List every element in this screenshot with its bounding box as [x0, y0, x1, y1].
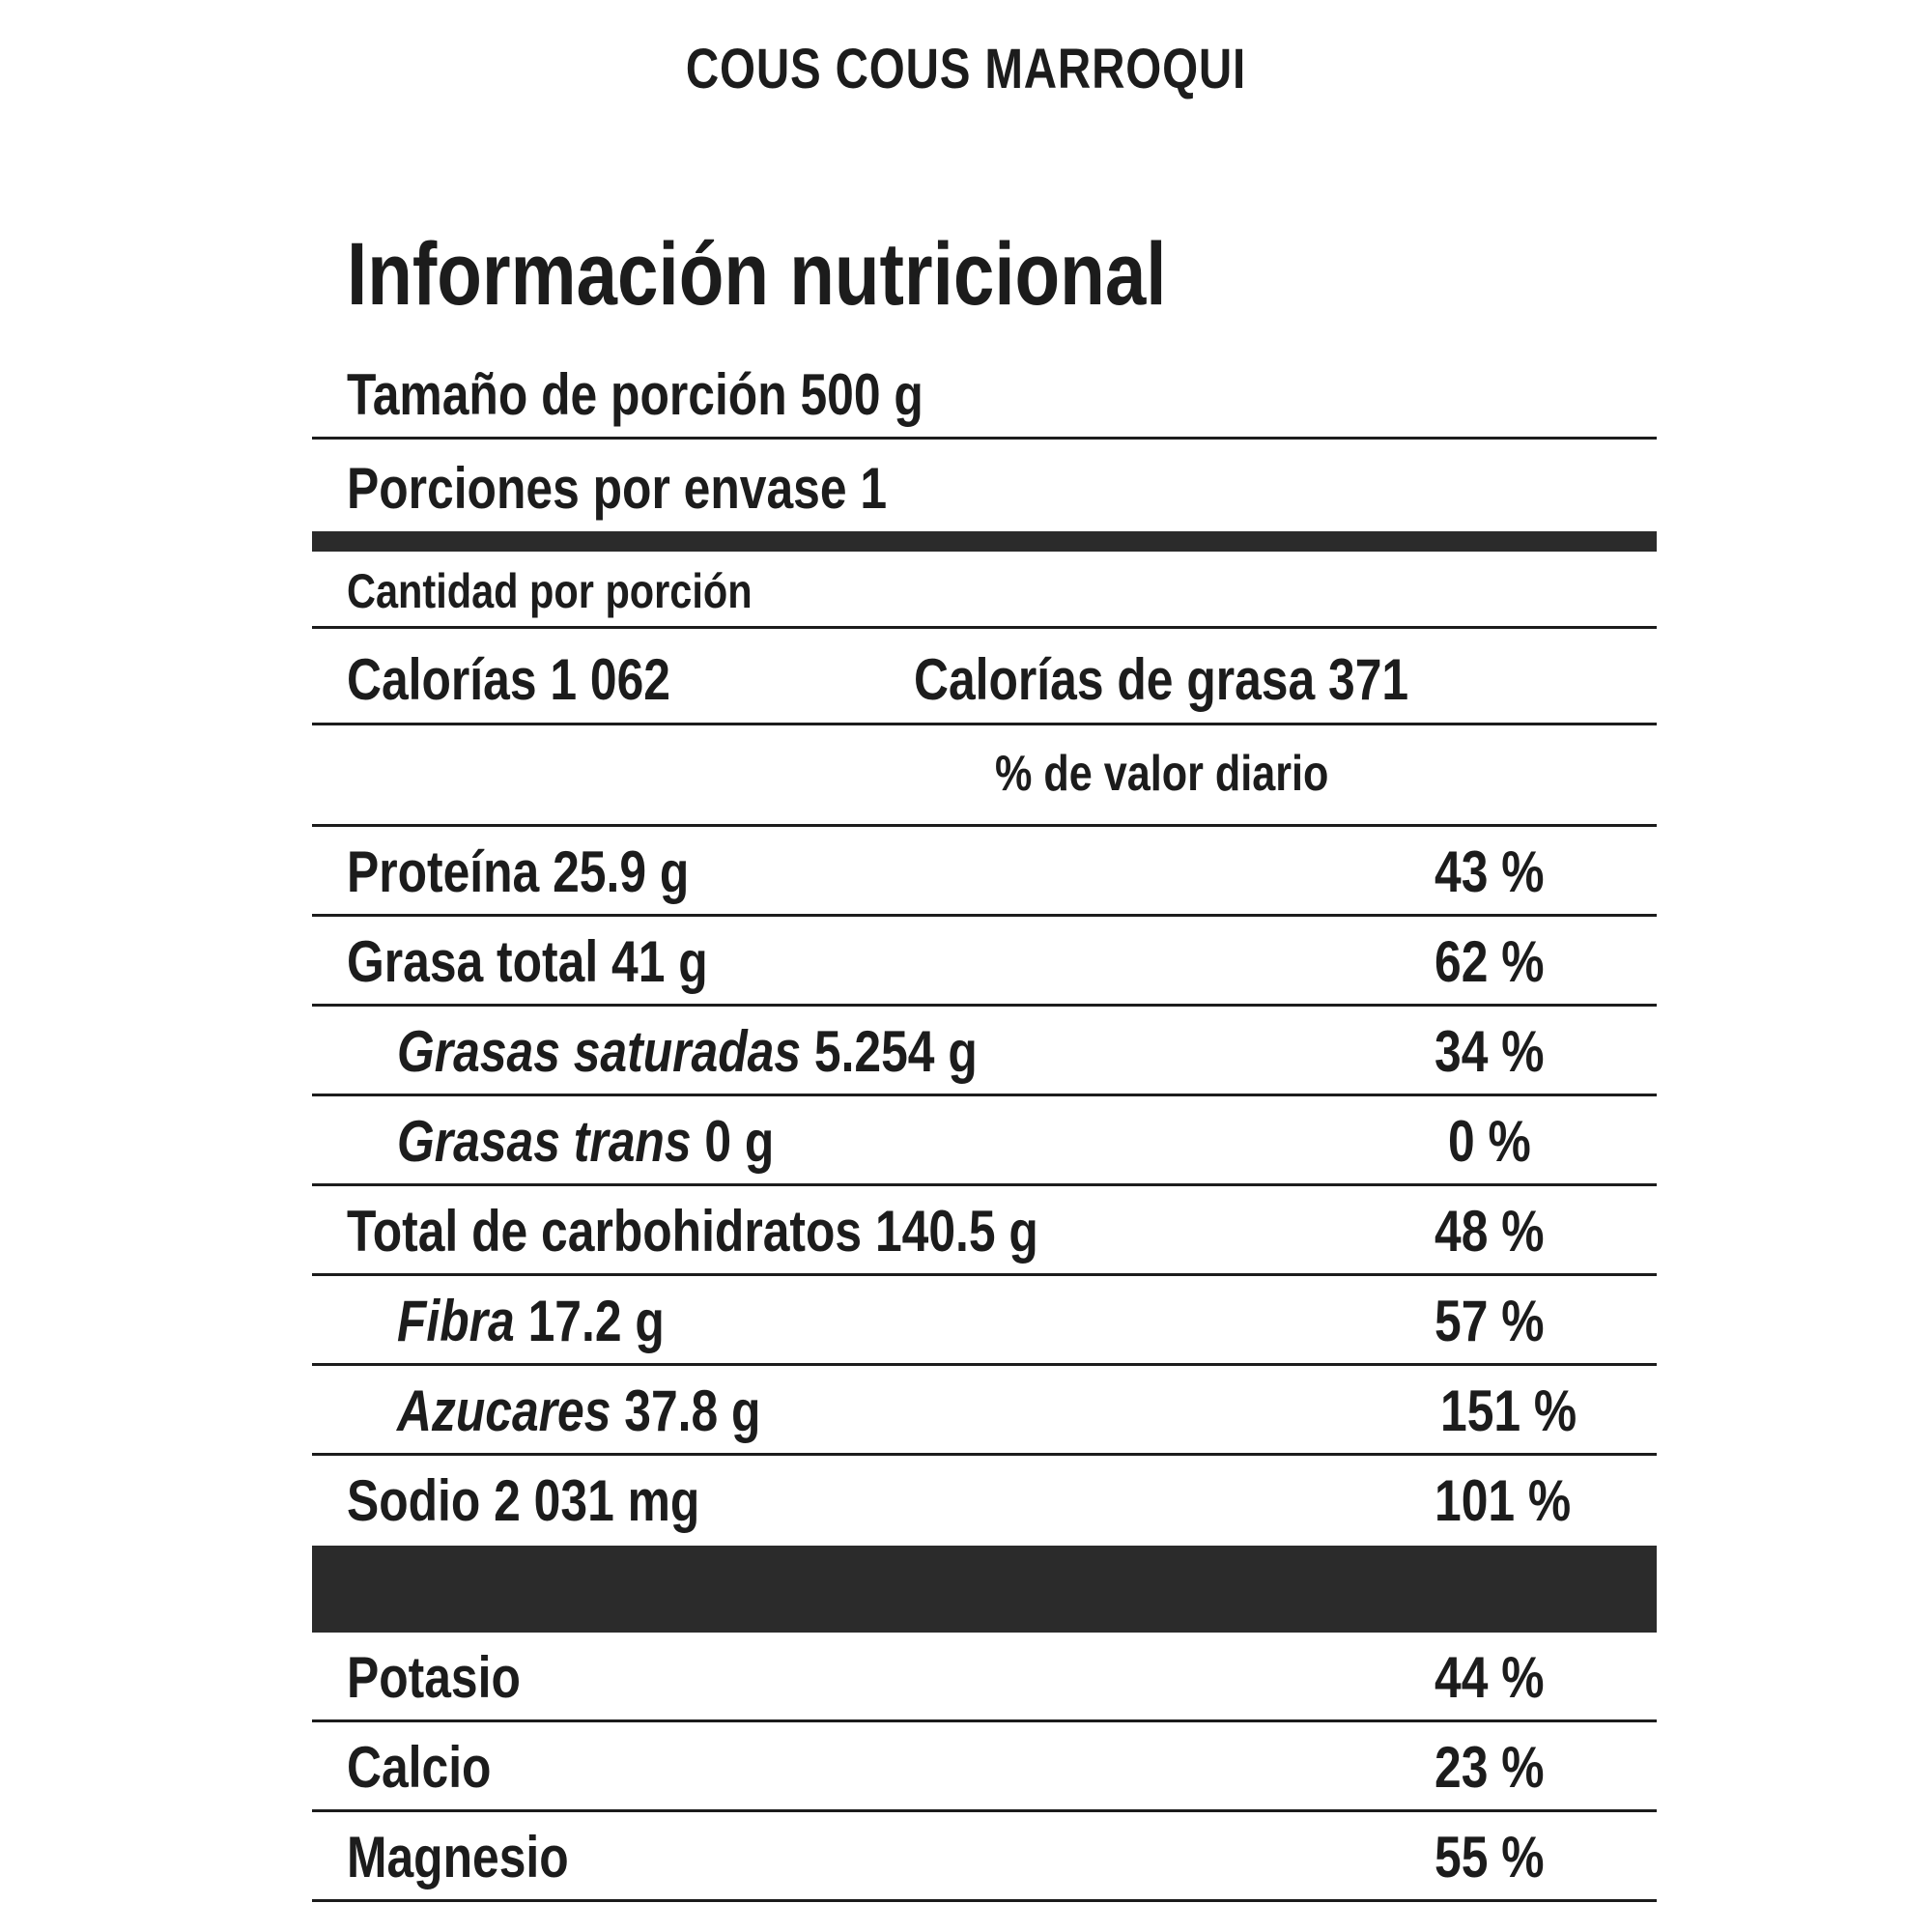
mineral-percent: 23 %: [1435, 1735, 1545, 1800]
serving-size-row: [312, 340, 1657, 440]
mineral-row-potasio: [312, 1633, 1657, 1722]
nutrient-row-grasas-trans: [312, 1096, 1657, 1186]
daily-value-header-row: [312, 725, 1657, 827]
nutrient-percent: 0 %: [1448, 1109, 1531, 1174]
nutrient-percent: 101 %: [1435, 1468, 1572, 1533]
nutrient-amount: 140.5 g: [874, 1199, 1038, 1264]
nutrient-row-sodio: [312, 1456, 1657, 1546]
nutrient-percent: 57 %: [1435, 1289, 1545, 1353]
mineral-row-calcio: [312, 1722, 1657, 1812]
thick-divider-block: [312, 1546, 1657, 1633]
nutrient-amount: 0 g: [704, 1109, 775, 1174]
nutrient-label: [397, 1108, 774, 1175]
nutrient-percent: 151 %: [1440, 1378, 1577, 1443]
nutrient-amount: 41 g: [611, 929, 708, 994]
nutrient-row-proteina: [312, 827, 1657, 917]
nutrient-name: Fibra: [397, 1289, 515, 1353]
calories: Calorías 1 062: [347, 647, 670, 712]
nutrient-percent: 62 %: [1435, 929, 1545, 994]
nutrient-name: Proteína: [347, 839, 540, 904]
amount-per-serving-row: [312, 552, 1657, 629]
nutrient-amount: 17.2 g: [527, 1289, 665, 1353]
nutrient-label: [397, 1288, 665, 1354]
nutrient-name: Grasa total: [347, 929, 599, 994]
nutrient-amount: 2 031 mg: [494, 1468, 700, 1533]
nutrient-label: [397, 1018, 978, 1085]
nutrient-label: [347, 1467, 699, 1534]
nutrient-percent: 34 %: [1435, 1019, 1545, 1084]
nutrient-amount: 5.254 g: [813, 1019, 978, 1084]
nutrient-name: Sodio: [347, 1468, 481, 1533]
mineral-percent: 44 %: [1435, 1645, 1545, 1710]
mineral-percent: 55 %: [1435, 1825, 1545, 1889]
label-heading: Información nutricional: [347, 225, 1167, 324]
nutrient-amount: 25.9 g: [553, 839, 690, 904]
nutrient-name: Azucares: [397, 1378, 611, 1443]
nutrient-amount: 37.8 g: [624, 1378, 761, 1443]
nutrient-percent: 43 %: [1435, 839, 1545, 904]
serving-size: Tamaño de porción 500 g: [347, 362, 923, 427]
servings-per-container-row: [312, 440, 1657, 531]
amount-per-serving: Cantidad por porción: [347, 564, 753, 618]
nutrition-facts-label: [312, 213, 1657, 1902]
thick-divider: [312, 531, 1657, 552]
nutrient-label: [397, 1378, 760, 1444]
calories-row: [312, 629, 1657, 725]
mineral-row-magnesio: [312, 1812, 1657, 1902]
nutrient-row-grasas-saturadas: [312, 1007, 1657, 1096]
nutrient-row-azucares: [312, 1366, 1657, 1456]
nutrient-name: Grasas saturadas: [397, 1019, 802, 1084]
nutrient-name: Total de carbohidratos: [347, 1199, 863, 1264]
servings-per-container: Porciones por envase 1: [347, 456, 888, 521]
daily-value-header: % de valor diario: [995, 746, 1329, 802]
mineral-name: Calcio: [347, 1735, 492, 1800]
nutrient-label: [347, 928, 708, 995]
product-title: COUS COUS MARROQUI: [685, 38, 1247, 100]
label-heading-row: [312, 213, 1657, 340]
nutrient-row-fibra: [312, 1276, 1657, 1366]
nutrient-name: Grasas trans: [397, 1109, 692, 1174]
nutrient-row-carbohidratos: [312, 1186, 1657, 1276]
mineral-name: Potasio: [347, 1645, 521, 1710]
mineral-name: Magnesio: [347, 1825, 569, 1889]
nutrient-label: [347, 1198, 1038, 1264]
nutrient-percent: 48 %: [1435, 1199, 1545, 1264]
calories-from-fat: Calorías de grasa 371: [914, 647, 1409, 712]
nutrient-row-grasa-total: [312, 917, 1657, 1007]
nutrient-label: [347, 838, 689, 905]
